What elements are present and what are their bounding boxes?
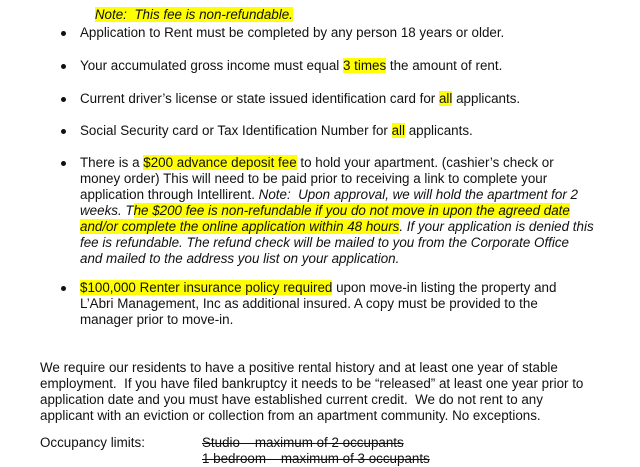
bullet-line: [80, 219, 594, 235]
bullet-text: Application to Rent must be completed by any person 18 years or older.: [80, 25, 505, 40]
highlighted-text: $100,000 Renter insurance policy required: [80, 280, 333, 295]
bullet-line: [80, 280, 556, 296]
bullet-text: Current driver’s license or state issued identification card for: [80, 91, 439, 106]
bullet-icon: [61, 64, 66, 69]
bullet-text: Your accumulated gross income must equal: [80, 58, 343, 73]
bullet-line: [80, 296, 538, 312]
occupancy-label: Occupancy limits:: [40, 435, 145, 450]
bullet-text: money order) This will need to be paid prior to receiving a link to complete your: [80, 171, 548, 186]
highlighted-text: $200 advance deposit fee: [143, 155, 297, 170]
bullet-line: [80, 58, 502, 74]
bullet-icon: [61, 286, 66, 291]
bullet-text: applicants.: [452, 91, 521, 106]
bullet-line: [80, 187, 578, 203]
bullet-line: [80, 91, 520, 107]
paragraph-line: applicant with an eviction or collection from an apartment community. No exceptions.: [40, 408, 541, 423]
highlighted-text: all: [391, 123, 405, 138]
bullet-text: upon move-in listing the property and: [332, 280, 557, 295]
bullet-text: and mailed to the address you list on your application.: [80, 251, 400, 266]
highlighted-text: he $200 fee is non-refundable if you do not move in upon the agreed date: [133, 203, 570, 218]
bullet-text: L’Abri Management, Inc as additional insured. A copy must be provided to the: [80, 296, 538, 311]
bullet-icon: [61, 129, 66, 134]
bullet-text: the amount of rent.: [386, 58, 503, 73]
paragraph-line: We require our residents to have a positive rental history and at least one year of stable: [40, 360, 558, 375]
bullet-icon: [61, 161, 66, 166]
bullet-text: application through Intellirent.: [80, 187, 259, 202]
bullet-line: [80, 171, 547, 187]
highlighted-text: and/or complete the online application within 48 hours: [80, 219, 400, 234]
bullet-text: fee is refundable. The refund check will be mailed to you from the Corporate Office: [80, 235, 570, 250]
bullet-icon: [61, 97, 66, 102]
paragraph-line: employment. If you have filed bankruptcy it needs to be “released” at least one year prior to: [40, 376, 584, 391]
paragraph-line: application date and you must have established current credit. We do not rent to any: [40, 392, 543, 407]
bullet-icon: [61, 31, 66, 36]
bullet-text: Social Security card or Tax Identification Number for: [80, 123, 392, 138]
bullet-line: [80, 155, 554, 171]
bullet-line: [80, 312, 233, 328]
bullet-text: applicants.: [405, 123, 473, 138]
bullet-text: Note: Upon approval, we will hold the apartment for 2: [258, 187, 578, 202]
bullet-text: manager prior to move-in.: [80, 312, 234, 327]
bullet-text: There is a: [80, 155, 144, 170]
bullet-line: [80, 203, 570, 219]
bullet-text: . If your application is denied this: [399, 219, 594, 234]
bullet-line: [80, 25, 504, 41]
highlighted-text: all: [438, 91, 453, 106]
bullet-line: [80, 235, 569, 251]
bullet-text: weeks. T: [80, 203, 134, 218]
highlighted-text: 3 times: [343, 58, 387, 73]
bullet-line: [80, 123, 473, 139]
occupancy-item-1-bedroom: 1 bedroom – maximum of 3 occupants: [202, 451, 430, 466]
bullet-text: to hold your apartment. (cashier’s check or: [296, 155, 554, 170]
occupancy-item-studio: Studio – maximum of 2 occupants: [202, 435, 404, 450]
top-note-text: Note: This fee is non-refundable.: [94, 7, 293, 22]
bullet-line: [80, 251, 399, 267]
